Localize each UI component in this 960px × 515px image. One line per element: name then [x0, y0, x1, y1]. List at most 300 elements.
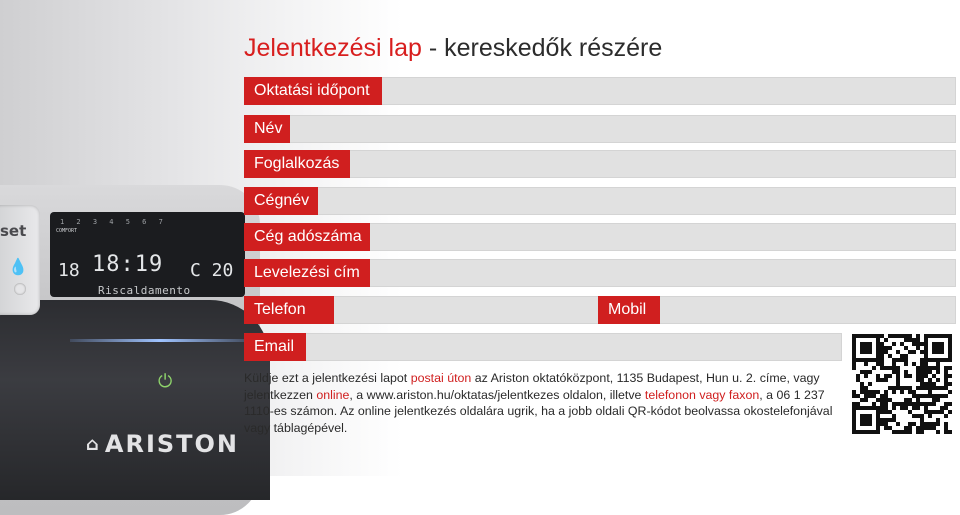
qr-module: [916, 386, 920, 390]
qr-module: [888, 374, 892, 378]
qr-module: [864, 406, 868, 410]
qr-module: [916, 374, 920, 378]
qr-module: [916, 430, 920, 434]
qr-module: [932, 366, 936, 370]
qr-module: [868, 390, 872, 394]
qr-module: [912, 406, 916, 410]
qr-module: [916, 398, 920, 402]
boiler-set-button: set: [0, 222, 27, 240]
qr-module: [884, 422, 888, 426]
qr-module: [900, 406, 904, 410]
qr-module: [860, 386, 864, 390]
qr-module: [860, 430, 864, 434]
display-right-value: C 20: [190, 260, 234, 281]
qr-module: [900, 402, 904, 406]
qr-module: [908, 334, 912, 338]
qr-module: [936, 398, 940, 402]
display-digit-row: 1 2 3 4 5 6 7: [60, 218, 167, 226]
qr-module: [928, 378, 932, 382]
qr-module: [852, 366, 856, 370]
qr-module: [924, 422, 928, 426]
qr-module: [924, 338, 928, 342]
field-input[interactable]: [244, 150, 956, 178]
field-input[interactable]: [244, 115, 956, 143]
qr-module: [864, 390, 868, 394]
qr-module: [920, 350, 924, 354]
qr-module: [876, 406, 880, 410]
qr-module: [908, 410, 912, 414]
qr-module: [864, 394, 868, 398]
qr-module: [864, 362, 868, 366]
qr-module: [852, 350, 856, 354]
qr-module: [896, 430, 900, 434]
qr-module: [900, 342, 904, 346]
qr-module: [936, 350, 940, 354]
qr-module: [936, 370, 940, 374]
qr-module: [904, 354, 908, 358]
qr-module: [916, 402, 920, 406]
qr-module: [924, 370, 928, 374]
qr-module: [948, 366, 952, 370]
field-label: Email: [244, 333, 306, 361]
qr-module: [868, 350, 872, 354]
qr-module: [904, 402, 908, 406]
title-rest: - kereskedők részére: [421, 34, 663, 62]
qr-module: [920, 370, 924, 374]
qr-module: [856, 402, 860, 406]
qr-module: [928, 426, 932, 430]
field-input[interactable]: [244, 333, 842, 361]
qr-module: [904, 426, 908, 430]
qr-module: [904, 346, 908, 350]
qr-module: [904, 338, 908, 342]
qr-module: [892, 406, 896, 410]
field-label: Oktatási időpont: [244, 77, 382, 105]
qr-module: [920, 414, 924, 418]
qr-module: [896, 382, 900, 386]
qr-module: [900, 390, 904, 394]
qr-module: [904, 386, 908, 390]
brand-text: ARISTON: [104, 430, 240, 458]
qr-module: [884, 350, 888, 354]
display-mode: COMFORT: [56, 228, 78, 234]
qr-module: [936, 358, 940, 362]
qr-module: [944, 334, 948, 338]
qr-module: [924, 374, 928, 378]
qr-module: [900, 430, 904, 434]
qr-module: [912, 338, 916, 342]
qr-module: [944, 414, 948, 418]
qr-module: [920, 362, 924, 366]
qr-module: [944, 374, 948, 378]
qr-module: [944, 394, 948, 398]
qr-module: [932, 334, 936, 338]
qr-module: [948, 350, 952, 354]
qr-module: [948, 346, 952, 350]
qr-module: [868, 334, 872, 338]
qr-module: [924, 410, 928, 414]
qr-module: [852, 406, 856, 410]
qr-module: [928, 394, 932, 398]
qr-module: [904, 370, 908, 374]
qr-module: [932, 342, 936, 346]
info-highlight: postai úton: [410, 371, 472, 385]
qr-module: [900, 354, 904, 358]
qr-module: [880, 398, 884, 402]
qr-module: [868, 342, 872, 346]
qr-module: [872, 394, 876, 398]
qr-module: [860, 414, 864, 418]
qr-module: [868, 430, 872, 434]
qr-module: [864, 374, 868, 378]
qr-module: [936, 362, 940, 366]
qr-module: [924, 342, 928, 346]
qr-module: [888, 354, 892, 358]
qr-module: [912, 402, 916, 406]
qr-module: [852, 390, 856, 394]
qr-module: [884, 394, 888, 398]
qr-module: [908, 426, 912, 430]
qr-module: [936, 418, 940, 422]
qr-module: [892, 414, 896, 418]
qr-module: [904, 358, 908, 362]
qr-module: [880, 346, 884, 350]
qr-module: [928, 402, 932, 406]
qr-module: [924, 346, 928, 350]
info-highlight[interactable]: online: [316, 387, 350, 402]
qr-module: [920, 394, 924, 398]
qr-module: [912, 350, 916, 354]
qr-module: [932, 346, 936, 350]
info-text: , a www.ariston.hu/oktatas/jelentkezes oldalon, illetve: [349, 387, 645, 402]
qr-module: [912, 422, 916, 426]
qr-module: [876, 418, 880, 422]
qr-module: [920, 378, 924, 382]
qr-module: [932, 358, 936, 362]
qr-module: [904, 362, 908, 366]
field-label: Levelezési cím: [244, 259, 370, 287]
qr-module: [932, 374, 936, 378]
qr-module: [892, 430, 896, 434]
qr-module: [948, 390, 952, 394]
qr-module: [868, 358, 872, 362]
qr-module: [880, 354, 884, 358]
qr-module: [852, 426, 856, 430]
field-foglalkozas[interactable]: [244, 150, 956, 178]
qr-module: [872, 366, 876, 370]
qr-module: [876, 378, 880, 382]
info-text: az Ariston oktatóközpont, 1135 Budapest, Hun u. 2. címe, vagy jelentkezzen: [244, 371, 820, 402]
qr-module: [904, 374, 908, 378]
field-label: Cégnév: [244, 187, 318, 215]
qr-module: [884, 390, 888, 394]
qr-module: [852, 418, 856, 422]
qr-module: [944, 358, 948, 362]
qr-module: [936, 422, 940, 426]
qr-module: [888, 418, 892, 422]
qr-module: [908, 398, 912, 402]
qr-module: [864, 370, 868, 374]
qr-module: [916, 338, 920, 342]
qr-module: [896, 386, 900, 390]
qr-module: [916, 426, 920, 430]
qr-module: [924, 386, 928, 390]
field-email[interactable]: [244, 333, 842, 361]
qr-module: [948, 342, 952, 346]
title-red: Jelentkezési lap: [244, 34, 422, 62]
qr-module: [948, 354, 952, 358]
qr-module: [876, 334, 880, 338]
qr-module: [932, 398, 936, 402]
qr-module: [876, 354, 880, 358]
qr-module: [880, 402, 884, 406]
qr-module: [884, 410, 888, 414]
qr-module: [916, 346, 920, 350]
qr-module: [940, 358, 944, 362]
qr-module: [888, 334, 892, 338]
qr-module: [920, 402, 924, 406]
info-text: , a 06 1 237 1110-es számon. Az online jelentkezés oldalára ugrik, ha a jobb oldali QR-kódot beolvassa okostelefonjával vagy táblagépével.: [244, 387, 833, 435]
qr-module: [916, 394, 920, 398]
qr-module: [896, 350, 900, 354]
qr-module: [872, 402, 876, 406]
qr-module: [928, 386, 932, 390]
qr-module: [948, 402, 952, 406]
qr-module: [940, 386, 944, 390]
boiler-lower-panel: [0, 300, 270, 500]
qr-module: [872, 334, 876, 338]
qr-module: [892, 418, 896, 422]
qr-module: [860, 334, 864, 338]
qr-module: [936, 430, 940, 434]
qr-module: [920, 342, 924, 346]
qr-module: [864, 358, 868, 362]
qr-module: [884, 398, 888, 402]
qr-module: [932, 410, 936, 414]
qr-module: [852, 430, 856, 434]
qr-module: [856, 406, 860, 410]
qr-module: [884, 406, 888, 410]
power-icon: ⏻: [158, 371, 173, 392]
qr-module: [924, 358, 928, 362]
boiler-round-button: [14, 283, 26, 295]
qr-module: [860, 342, 864, 346]
qr-module: [860, 406, 864, 410]
qr-module: [876, 362, 880, 366]
qr-module: [916, 370, 920, 374]
qr-module: [892, 342, 896, 346]
qr-module: [864, 334, 868, 338]
qr-module: [884, 338, 888, 342]
qr-module: [892, 386, 896, 390]
qr-module: [864, 398, 868, 402]
qr-module: [936, 394, 940, 398]
qr-module: [860, 382, 864, 386]
qr-module: [888, 426, 892, 430]
qr-module: [924, 354, 928, 358]
qr-module: [888, 346, 892, 350]
qr-module: [880, 410, 884, 414]
qr-module: [888, 386, 892, 390]
qr-module: [948, 338, 952, 342]
qr-module: [916, 366, 920, 370]
qr-module: [856, 374, 860, 378]
qr-module: [864, 430, 868, 434]
qr-module: [892, 334, 896, 338]
qr-module: [880, 350, 884, 354]
qr-module: [864, 346, 868, 350]
info-highlight: telefonon vagy faxon: [644, 387, 760, 402]
qr-module: [940, 410, 944, 414]
qr-module: [876, 358, 880, 362]
qr-module: [928, 334, 932, 338]
qr-module: [868, 406, 872, 410]
qr-module: [876, 422, 880, 426]
qr-module: [880, 422, 884, 426]
qr-module: [920, 430, 924, 434]
qr-module: [872, 390, 876, 394]
qr-module: [940, 346, 944, 350]
qr-module: [920, 422, 924, 426]
qr-module: [932, 402, 936, 406]
qr-module: [892, 358, 896, 362]
qr-module: [864, 422, 868, 426]
qr-module: [948, 382, 952, 386]
qr-module: [884, 374, 888, 378]
field-label-mobil: Mobil: [598, 296, 660, 324]
qr-module: [924, 382, 928, 386]
qr-module: [900, 358, 904, 362]
display-status: Riscaldamento: [98, 284, 191, 297]
qr-module: [884, 378, 888, 382]
qr-module: [920, 358, 924, 362]
qr-module: [884, 426, 888, 430]
qr-module: [876, 374, 880, 378]
qr-module: [868, 414, 872, 418]
qr-module: [944, 406, 948, 410]
qr-module: [852, 410, 856, 414]
qr-module: [876, 398, 880, 402]
field-ceg-adoszama[interactable]: [244, 223, 956, 251]
qr-module: [852, 334, 856, 338]
qr-module: [876, 350, 880, 354]
qr-module: [852, 354, 856, 358]
qr-module: [932, 386, 936, 390]
qr-module: [868, 382, 872, 386]
qr-module: [860, 370, 864, 374]
water-drop-icon: 💧: [8, 257, 28, 276]
qr-module: [940, 406, 944, 410]
qr-module: [908, 338, 912, 342]
boiler-display: [50, 212, 245, 297]
field-levelezesi-cim[interactable]: [244, 259, 956, 287]
field-input[interactable]: [244, 187, 956, 215]
field-label: Telefon: [244, 296, 334, 324]
qr-module: [920, 418, 924, 422]
qr-module: [924, 426, 928, 430]
field-cegnev[interactable]: [244, 187, 956, 215]
qr-module: [864, 386, 868, 390]
qr-module: [868, 394, 872, 398]
qr-module: [892, 390, 896, 394]
ariston-logo: ⌂ ARISTON: [86, 430, 240, 458]
qr-module: [860, 398, 864, 402]
qr-module: [868, 370, 872, 374]
qr-module: [860, 422, 864, 426]
qr-module: [900, 386, 904, 390]
qr-module: [896, 378, 900, 382]
qr-module: [896, 358, 900, 362]
qr-module: [860, 418, 864, 422]
boiler-blue-light: [70, 339, 250, 342]
qr-module: [912, 390, 916, 394]
qr-module: [888, 410, 892, 414]
qr-module: [944, 422, 948, 426]
qr-module: [892, 402, 896, 406]
qr-module: [936, 334, 940, 338]
qr-module: [852, 414, 856, 418]
qr-module: [936, 410, 940, 414]
display-time: 18:19: [92, 252, 164, 277]
qr-module: [928, 410, 932, 414]
qr-module: [932, 422, 936, 426]
qr-module: [920, 366, 924, 370]
qr-module: [932, 426, 936, 430]
qr-module: [912, 394, 916, 398]
qr-module: [880, 358, 884, 362]
qr-code-icon[interactable]: [852, 334, 952, 434]
qr-module: [936, 386, 940, 390]
qr-module: [868, 422, 872, 426]
qr-module: [928, 382, 932, 386]
qr-module: [876, 430, 880, 434]
qr-module: [908, 374, 912, 378]
qr-module: [852, 346, 856, 350]
qr-module: [924, 402, 928, 406]
qr-module: [944, 382, 948, 386]
qr-module: [920, 382, 924, 386]
qr-module: [944, 378, 948, 382]
qr-module: [944, 426, 948, 430]
qr-module: [860, 346, 864, 350]
qr-module: [940, 394, 944, 398]
qr-module: [868, 346, 872, 350]
qr-module: [852, 342, 856, 346]
qr-module: [908, 350, 912, 354]
qr-module: [928, 370, 932, 374]
qr-module: [888, 366, 892, 370]
qr-module: [932, 394, 936, 398]
qr-module: [892, 370, 896, 374]
info-text: Küldje ezt a jelentkezési lapot: [244, 371, 411, 385]
qr-module: [852, 338, 856, 342]
qr-module: [892, 362, 896, 366]
qr-module: [852, 362, 856, 366]
qr-module: [916, 378, 920, 382]
qr-module: [876, 426, 880, 430]
qr-module: [900, 334, 904, 338]
qr-module: [940, 350, 944, 354]
qr-module: [864, 350, 868, 354]
field-oktatasi-idopont[interactable]: [244, 77, 956, 105]
field-nev[interactable]: [244, 115, 956, 143]
qr-module: [896, 402, 900, 406]
qr-module: [948, 430, 952, 434]
qr-module: [876, 338, 880, 342]
qr-module: [924, 362, 928, 366]
qr-module: [928, 390, 932, 394]
qr-module: [928, 422, 932, 426]
